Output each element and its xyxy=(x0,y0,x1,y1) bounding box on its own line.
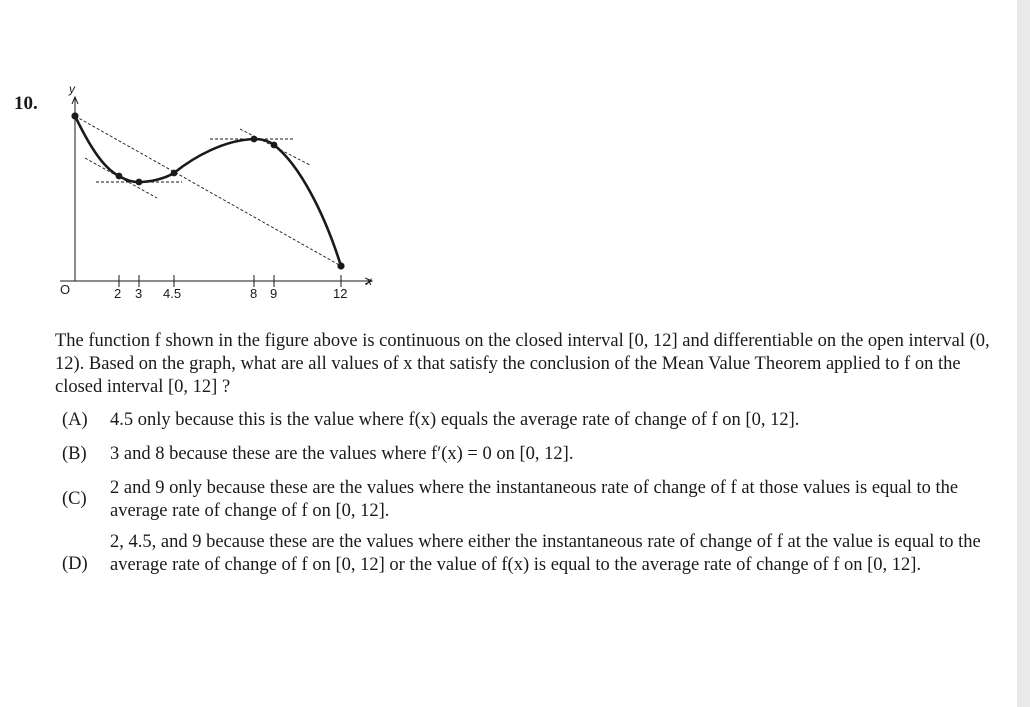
question-number: 10. xyxy=(14,93,38,114)
endpoint-right xyxy=(337,262,344,269)
x-tick-label: 3 xyxy=(135,286,143,301)
question-prompt: The function f shown in the figure above is continuous on the closed interval [0, 12] and differentiable on the open interval (0, 12). Based on the graph, what are all values of x that satisfy the conclusion of the Mean Value Theorem applied to f on the closed interval [0, 12] ? xyxy=(55,331,990,397)
curve-point xyxy=(251,136,258,143)
function-graph xyxy=(0,0,400,310)
choice-text: 3 and 8 because these are the values where f′(x) = 0 on [0, 12]. xyxy=(110,444,574,464)
x-tick-label: 8 xyxy=(250,286,258,301)
x-tick-label: 4.5 xyxy=(163,286,182,301)
curve-point xyxy=(271,142,278,149)
y-axis-label: y xyxy=(69,82,75,96)
curve-point xyxy=(116,173,123,180)
choice-text: 2, 4.5, and 9 because these are the values where either the instantaneous rate of change of f at the value is equal to the average rate of change of f on [0, 12] or the value of f(x) is equal to the average rate of change of f on [0, 12]. xyxy=(110,532,981,575)
x-tick-label: 12 xyxy=(333,286,348,301)
endpoint-left xyxy=(71,112,78,119)
curve-point xyxy=(136,179,143,186)
origin-label: O xyxy=(60,282,71,297)
secant-line xyxy=(75,116,341,266)
curve-point xyxy=(171,170,178,177)
choice-letter: (D) xyxy=(62,554,88,574)
choice-text: 2 and 9 only because these are the values where the instantaneous rate of change of f at those values is equal to the average rate of change of f on [0, 12]. xyxy=(110,478,959,521)
choice-letter: (B) xyxy=(62,444,87,464)
scrollbar[interactable] xyxy=(1017,0,1030,707)
x-tick-label: 2 xyxy=(114,286,122,301)
choice-text: 4.5 only because this is the value where f(x) equals the average rate of change of f on [0, 12]. xyxy=(110,410,800,430)
x-axis-label: x xyxy=(366,274,372,288)
x-tick-label: 9 xyxy=(270,286,278,301)
choice-letter: (C) xyxy=(62,489,87,509)
choice-letter: (A) xyxy=(62,410,88,430)
